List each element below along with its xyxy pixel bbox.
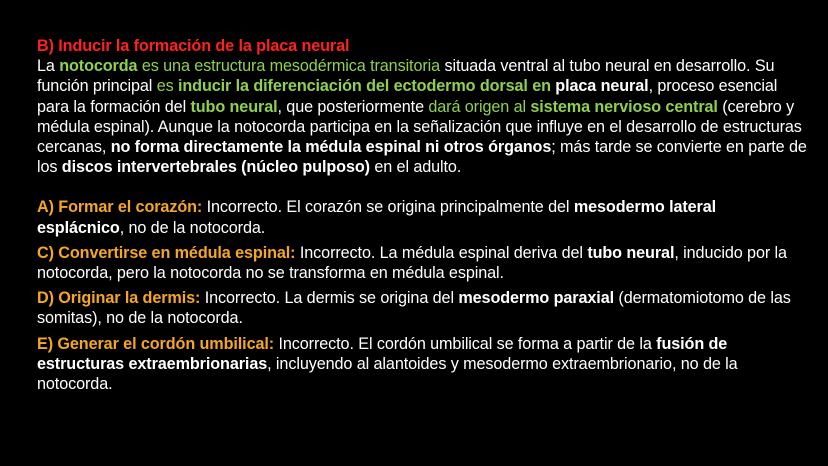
text-segment: en el adulto. bbox=[369, 158, 462, 177]
option-label: D) Originar la dermis: bbox=[37, 289, 201, 308]
text-highlight: es bbox=[156, 77, 178, 96]
correct-answer-heading: B) Inducir la formación de la placa neural bbox=[37, 37, 350, 55]
option-key-term: mesodermo lateral esplácnico bbox=[37, 198, 717, 237]
option-text: (dermatomiotomo de las somitas), no de la notocorda. bbox=[37, 289, 791, 328]
option-e bbox=[37, 334, 807, 395]
slide-content bbox=[37, 36, 807, 394]
text-segment: La bbox=[37, 57, 60, 76]
option-label: E) Generar el cordón umbilical: bbox=[37, 334, 275, 353]
option-key-term: tubo neural bbox=[587, 243, 675, 262]
text-segment: (cerebro y médula espinal). Aunque la notocorda participa en la señalización que influye en el desarrollo de estructuras cercanas, bbox=[37, 97, 802, 157]
term-snc: sistema nervioso central bbox=[530, 97, 718, 116]
option-text: Incorrecto. El cordón umbilical se forma a partir de la bbox=[274, 334, 657, 353]
option-a bbox=[37, 197, 807, 237]
option-key-term: mesodermo paraxial bbox=[458, 289, 614, 308]
text-segment: ; más tarde se convierte en parte de los bbox=[37, 138, 807, 177]
term-notocorda: notocorda bbox=[59, 57, 138, 76]
text-segment: , que posteriormente bbox=[277, 97, 429, 116]
option-text: , no de la notocorda. bbox=[119, 218, 266, 237]
option-text: , incluyendo al alantoides y mesodermo extraembrionario, no de la notocorda. bbox=[37, 354, 738, 394]
option-text: Incorrecto. La médula espinal deriva del bbox=[295, 243, 588, 262]
option-c bbox=[37, 243, 807, 283]
term-tubo-neural: tubo neural bbox=[190, 97, 278, 116]
term-induction: inducir la diferenciación del ectodermo dorsal en bbox=[177, 77, 551, 96]
text-segment: , proceso esencial para la formación del bbox=[37, 77, 778, 116]
option-key-term: fusión de estructuras extraembrionarias bbox=[37, 334, 728, 373]
option-text: Incorrecto. La dermis se origina del bbox=[200, 289, 459, 308]
text-segment: situada ventral al tubo neural en desarrollo. Su función principal bbox=[37, 57, 775, 96]
correct-answer-explanation bbox=[37, 36, 807, 177]
option-label: C) Convertirse en médula espinal: bbox=[37, 243, 296, 262]
text-highlight: es una estructura mesodérmica transitoria bbox=[137, 57, 441, 76]
option-label: A) Formar el corazón: bbox=[37, 198, 203, 217]
term-discos: discos intervertebrales (núcleo pulposo) bbox=[61, 158, 370, 177]
option-d bbox=[37, 288, 807, 328]
term-placa-neural: placa neural bbox=[550, 77, 649, 96]
text-highlight: dará origen al bbox=[428, 97, 531, 116]
key-statement: no forma directamente la médula espinal ni otros órganos bbox=[110, 138, 552, 157]
option-text: , inducido por la notocorda, pero la notocorda no se transforma en médula espinal. bbox=[37, 243, 787, 283]
option-text: Incorrecto. El corazón se origina principalmente del bbox=[202, 198, 574, 217]
